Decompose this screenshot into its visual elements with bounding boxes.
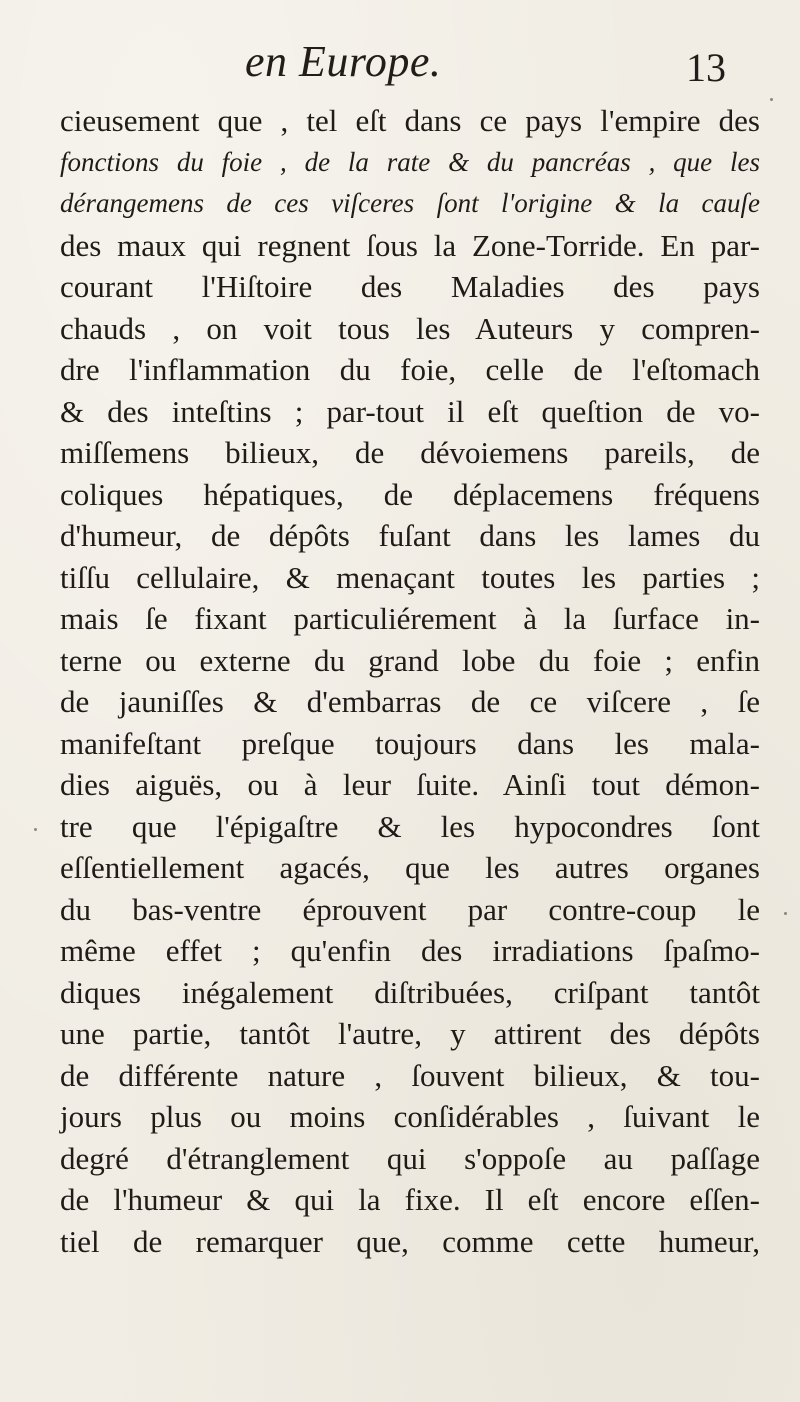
text-line-16: manifeſtant preſque toujours dans les mala- bbox=[60, 725, 760, 761]
margin-speck bbox=[770, 98, 773, 101]
text-line-23: une partie, tantôt l'autre, y attirent des dépôts bbox=[60, 1016, 760, 1051]
margin-speck bbox=[784, 912, 787, 915]
text-line-11: d'humeur, de dépôts fuſant dans les lames du bbox=[60, 518, 760, 553]
text-line-25: jours plus ou moins conſidérables , ſuivant le bbox=[60, 1099, 760, 1134]
text-line-4: des maux qui regnent ſous la Zone-Torride. En par- bbox=[60, 227, 760, 263]
text-line-28: tiel de remarquer que, comme cette humeur, bbox=[60, 1223, 760, 1259]
text-line-10: coliques hépatiques, de déplacemens fréquens bbox=[60, 476, 760, 512]
margin-speck bbox=[34, 828, 37, 831]
text-line-21: même effet ; qu'enfin des irradiations ſpaſmo- bbox=[60, 933, 760, 968]
text-line-2: fonctions du foie , de la rate & du pancréas , que les bbox=[60, 146, 760, 177]
text-line-15: de jauniſſes & d'embarras de ce viſcere , ſe bbox=[60, 684, 760, 719]
text-line-9: miſſemens bilieux, de dévoiemens pareils, de bbox=[60, 435, 760, 470]
text-line-3: dérangemens de ces viſceres ſont l'origine & la cauſe bbox=[60, 188, 760, 218]
page-header bbox=[0, 30, 800, 90]
text-line-20: du bas-ventre éprouvent par contre-coup le bbox=[60, 891, 760, 927]
text-line-17: dies aiguës, ou à leur ſuite. Ainſi tout démon- bbox=[60, 767, 760, 802]
running-title: en Europe. bbox=[245, 37, 442, 86]
text-line-12: tiſſu cellulaire, & menaçant toutes les parties ; bbox=[60, 559, 760, 595]
text-line-19: eſſentiellement agacés, que les autres organes bbox=[60, 850, 760, 885]
text-line-1: cieusement que , tel eſt dans ce pays l'empire des bbox=[60, 103, 760, 138]
text-line-24: de différente nature , ſouvent bilieux, & tou- bbox=[60, 1057, 760, 1093]
text-line-7: dre l'inflammation du foie, celle de l'eſtomach bbox=[60, 352, 760, 387]
text-line-27: de l'humeur & qui la fixe. Il eſt encore eſſen- bbox=[60, 1182, 760, 1217]
text-line-14: terne ou externe du grand lobe du foie ; enfin bbox=[60, 642, 760, 678]
text-line-8: & des inteſtins ; par-tout il eſt queſtion de vo- bbox=[60, 393, 760, 429]
text-line-26: degré d'étranglement qui s'oppoſe au paſſage bbox=[60, 1140, 760, 1176]
text-line-13: mais ſe fixant particuliérement à la ſurface in- bbox=[60, 601, 760, 636]
page-number: 13 bbox=[686, 45, 726, 90]
text-line-6: chauds , on voit tous les Auteurs y compren- bbox=[60, 310, 760, 346]
text-line-18: tre que l'épigaſtre & les hypocondres ſont bbox=[60, 808, 760, 844]
body-text bbox=[60, 100, 760, 1262]
text-line-22: diques inégalement diſtribuées, criſpant tantôt bbox=[60, 974, 760, 1010]
text-line-5: courant l'Hiſtoire des Maladies des pays bbox=[60, 269, 760, 304]
